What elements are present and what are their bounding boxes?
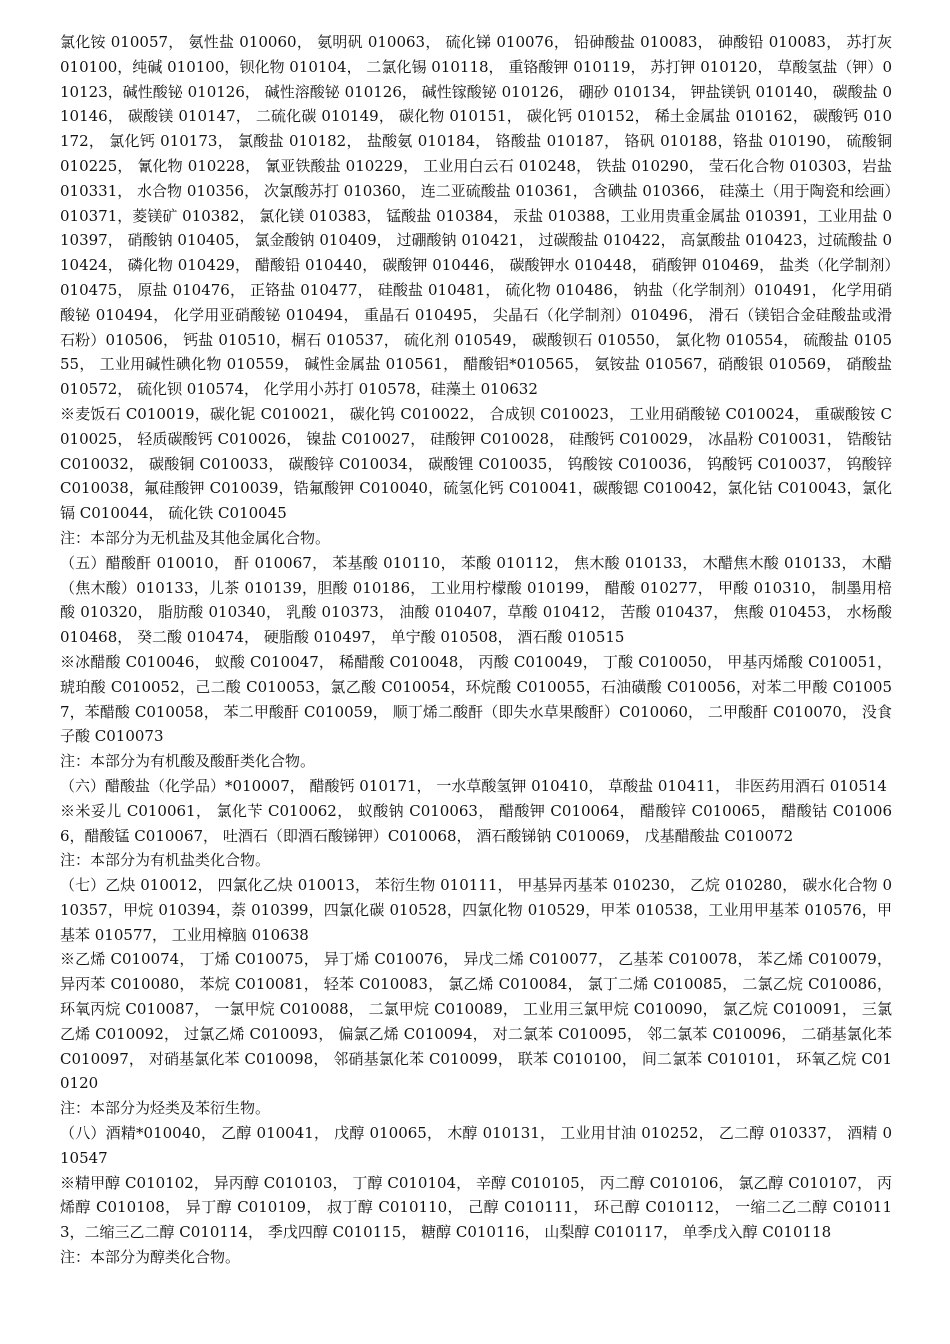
- section-7-hydrocarbons-list: （七）乙炔 010012， 四氯化乙炔 010013， 苯衍生物 010111， 甲基异丙基苯 010230， 乙烷 010280， 碳水化合物 010357，甲烷 010394，萘 010399，四氯化碳 010528，四氯化物 010529，甲苯 010538，工业用甲基苯 010576，甲基苯 010577， 工业用樟脑 010638: [60, 876, 892, 944]
- section-8-note: 注：本部分为醇类化合物。: [60, 1248, 241, 1267]
- section-5-acids-list: （五）醋酸酐 010010， 酐 010067， 苯基酸 010110， 苯酸 010112， 焦木酸 010133， 木醋焦木酸 010133， 木醋（焦木酸）010133，儿茶 010139，胆酸 010186， 工业用柠檬酸 010199， 醋酸 010277， 甲酸 010310， 制墨用棓酸 010320， 脂肪酸 010340， 乳酸 010373， 油酸 010407，草酸 010412， 苦酸 010437， 焦酸 010453， 水杨酸 010468， 癸二酸 010474， 硬脂酸 010497， 单宁酸 010508， 酒石酸 010515: [60, 553, 892, 647]
- inorganic-salts-list: 氯化铵 010057， 氨性盐 010060， 氨明矾 010063， 硫化锑 010076， 铅砷酸盐 010083， 砷酸铅 010083， 苏打灰 010100，纯碱 010100，钡化物 010104， 二氯化锡 010118， 重铬酸钾 010119， 苏打钾 010120， 草酸氢盐（钾）010123，碱性酸铋 010126， 碱性溶酸铋 010126， 碱性镓酸铋 010126， 硼砂 010134， 钾盐镁钒 010140， 碳酸盐 010146， 碳酸镁 010147， 二硫化碳 010149， 碳化物 010151， 碳化钙 010152， 稀土金属盐 010162， 碳酸钙 010172， 氯化钙 010173， 氯酸盐 010182， 盐酸氨 010184， 铬酸盐 010187， 铬矾 010188，铬盐 010190， 硫酸铜 010225， 氰化物 010228， 氰亚铁酸盐 010229， 工业用白云石 010248， 铁盐 010290， 莹石化合物 010303，岩盐 010331， 水合物 010356， 次氯酸苏打 010360， 连二亚硫酸盐 010361， 含碘盐 010366， 硅藻土（用于陶瓷和绘画）010371，菱镁矿 010382， 氯化镁 010383， 锰酸盐 010384， 汞盐 010388，工业用贵重金属盐 010391，工业用盐 010397， 硝酸钠 010405， 氯金酸钠 010409， 过硼酸钠 010421， 过碳酸盐 010422， 高氯酸盐 010423，过硫酸盐 010424， 磷化物 010429， 醋酸铅 010440， 碳酸钾 010446， 碳酸钾水 010448， 硝酸钾 010469， 盐类（化学制剂）010475， 原盐 010476， 正铬盐 010477， 硅酸盐 010481， 硫化物 010486， 钠盐（化学制剂）010491， 化学用硝酸铋 010494， 化学用亚硝酸铋 010494， 重晶石 010495， 尖晶石（化学制剂）010496， 滑石（镁铝合金硅酸盐或滑石粉）010506， 钙盐 010510，榍石 010537， 硫化剂 010549， 碳酸钡石 010550， 氯化物 010554， 硫酸盐 010555， 工业用碱性碘化物 010559， 碱性金属盐 010561， 醋酸铝*010565， 氨铵盐 010567，硝酸银 010569， 硝酸盐 010572， 硫化钡 010574， 化学用小苏打 010578，硅藻土 010632: [60, 33, 892, 399]
- section-8-alcohols-list: （八）酒精*010040， 乙醇 010041， 戊醇 010065， 木醇 010131， 工业用甘油 010252， 乙二醇 010337， 酒精 010547: [60, 1124, 892, 1167]
- section-6-organic-salts-supplement: ※米妥儿 C010061， 氯化苄 C010062， 蚁酸钠 C010063， 醋酸钾 C010064， 醋酸锌 C010065， 醋酸钴 C010066，醋酸锰 C010067， 吐酒石（即酒石酸锑钾）C010068， 酒石酸锑钠 C010069， 戊基醋酸盐 C010072: [60, 801, 892, 845]
- section-7-hydrocarbons-supplement: ※乙烯 C010074， 丁烯 C010075， 异丁烯 C010076， 异戊二烯 C010077， 乙基苯 C010078， 苯乙烯 C010079，异丙苯 C010080， 苯烷 C010081， 轻苯 C010083， 氯乙烯 C010084， 氯丁二烯 C010085， 二氯乙烷 C010086，环氧丙烷 C010087， 一氯甲烷 C010088， 二氯甲烷 C010089， 工业用三氯甲烷 C010090， 氯乙烷 C010091， 三氯乙烯 C010092， 过氯乙烯 C010093， 偏氯乙烯 C010094， 对二氯苯 C010095， 邻二氯苯 C010096， 二硝基氯化苯 C010097， 对硝基氯化苯 C010098， 邻硝基氯化苯 C010099， 联苯 C010100， 间二氯苯 C010101， 环氧乙烷 C010120: [60, 950, 892, 1093]
- section-6-note: 注：本部分为有机盐类化合物。: [60, 851, 271, 870]
- inorganic-salts-note: 注：本部分为无机盐及其他金属化合物。: [60, 528, 331, 547]
- section-5-note: 注：本部分为有机酸及酸酐类化合物。: [60, 752, 316, 771]
- section-7-note: 注：本部分为烃类及苯衍生物。: [60, 1099, 271, 1118]
- section-8-alcohols-supplement: ※精甲醇 C010102， 异丙醇 C010103， 丁醇 C010104， 辛醇 C010105， 丙二醇 C010106， 氯乙醇 C010107， 丙烯醇 C010108， 异丁醇 C010109， 叔丁醇 C010110， 己醇 C010111， 环己醇 C010112， 一缩二乙二醇 C010113，二缩三乙二醇 C010114， 季戊四醇 C010115， 糖醇 C010116， 山梨醇 C010117， 单季戊入醇 C010118: [60, 1173, 892, 1242]
- inorganic-salts-supplement: ※麦饭石 C010019，碳化铌 C010021， 碳化钨 C010022， 合成钡 C010023， 工业用硝酸铋 C010024， 重碳酸铵 C010025， 轻质碳酸钙 C010026， 镍盐 C010027， 硅酸钾 C010028， 硅酸钙 C010029， 冰晶粉 C010031， 锆酸钴 C010032， 碳酸铜 C010033， 碳酸锌 C010034， 碳酸锂 C010035， 钨酸铵 C010036， 钨酸钙 C010037， 钨酸锌 C010038，氟硅酸钾 C010039，锆氟酸钾 C010040，硫氢化钙 C010041，碳酸锶 C010042，氯化钴 C010043，氯化镉 C010044， 硫化铁 C010045: [60, 404, 892, 523]
- section-5-acids-supplement: ※冰醋酸 C010046， 蚁酸 C010047， 稀醋酸 C010048， 丙酸 C010049， 丁酸 C010050， 甲基丙烯酸 C010051，琥珀酸 C010052，己二酸 C010053，氯乙酸 C010054，环烷酸 C010055，石油磺酸 C010056，对苯二甲酸 C010057，苯醋酸 C010058， 苯二甲酸酐 C010059， 顺丁烯二酸酐（即失水草果酸酐）C010060， 二甲酸酐 C010070， 没食子酸 C010073: [60, 652, 892, 746]
- section-6-organic-salts-list: （六）醋酸盐（化学品）*010007， 醋酸钙 010171， 一水草酸氢钾 010410， 草酸盐 010411， 非医药用酒石 010514: [60, 776, 887, 795]
